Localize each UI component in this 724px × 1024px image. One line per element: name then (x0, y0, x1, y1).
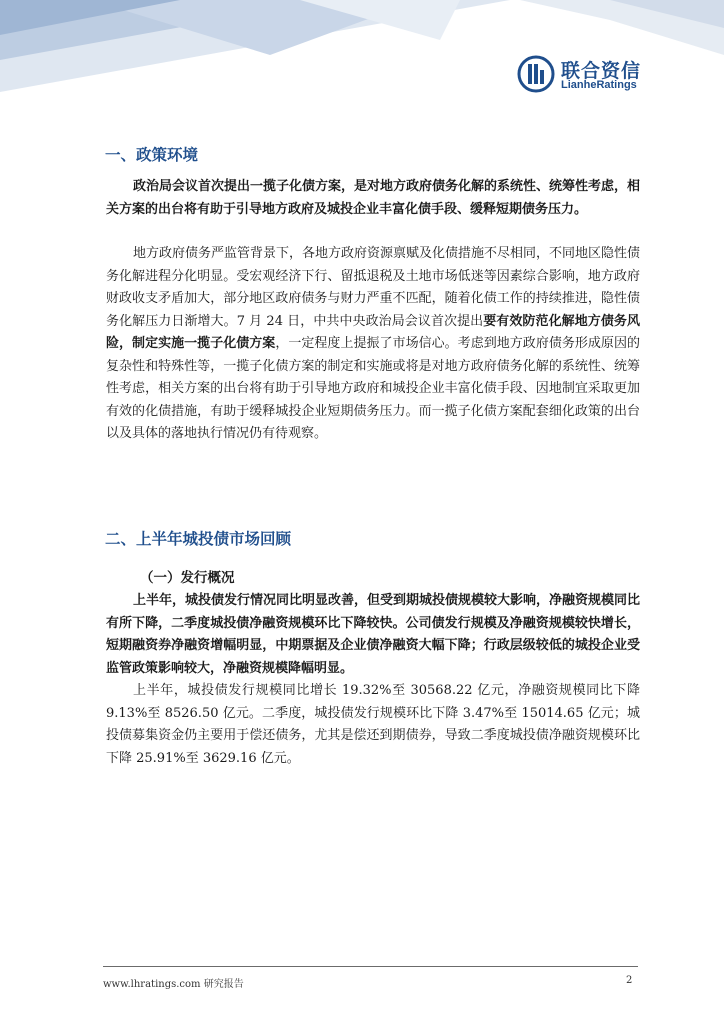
body-text: 地方政府债务严监管背景下，各地方政府资源禀赋及化债措施不尽相同，不同地区隐性债务化解进程分化明显。受宏观经济下行、留抵退税及土地市场低迷等因素综合影响，地方政府财政收支矛盾加大，部分地区政府债务与财力严重不匹配，随着化债工作的持续推进，隐性债务化解压力日渐增大。7 月 24 日，中共中央政治局会议首次提出 (106, 246, 641, 329)
section2-body-paragraph: 上半年，城投债发行规模同比增长 19.32%至 30568.22 亿元，净融资规模同比下降 9.13%至 8526.50 亿元。二季度，城投债发行规模环比下降 3.47%至 15014.65 亿元；城投债募集资金仍主要用于偿还债务，尤其是偿还到期债券，导致二季度城投债净融资规模环比下降 25.91%至 3629.16 亿元。 (106, 683, 640, 766)
body-text: ，一定程度上提振了市场信心。考虑到地方政府债务形成原因的复杂性和特殊性等，一揽子化债方案的制定和实施或将是对地方政府债务化解的系统性、统筹性考虑，相关方案的出台将有助于引导地方政府和城投企业丰富化债手段、因地制宜采取更加有效的化债措施，有助于缓释城投企业短期债务压力。而一揽子化债方案配套细化政策的出台以及具体的落地执行情况仍有待观察。 (106, 336, 640, 441)
section-heading-market-review: 二、上半年城投债市场回顾 (105, 530, 292, 548)
footer-site-label: www.lhratings.com 研究报告 (103, 979, 244, 990)
company-logo (517, 55, 647, 95)
lianhe-logo-icon (517, 55, 555, 93)
section2-summary-paragraph: 上半年，城投债发行情况同比明显改善，但受到期城投债规模较大影响，净融资规模同比有所下降，二季度城投债净融资规模环比下降较快。公司债发行规模及净融资规模较快增长，短期融资券净融资增幅明显，中期票据及企业债净融资大幅下降；行政层级较低的城投企业受监管政策影响较大，净融资规模降幅明显。 (106, 593, 641, 676)
section1-summary-paragraph: 政治局会议首次提出一揽子化债方案，是对地方政府债务化解的系统性、统筹性考虑，相关方案的出台将有助于引导地方政府及城投企业丰富化债手段、缓释短期债务压力。 (106, 179, 641, 217)
footer-divider (103, 966, 638, 967)
logo-english-name: LianheRatings (561, 79, 637, 91)
page-number: 2 (626, 975, 633, 986)
logo-chinese-name: 联合资信 (561, 60, 642, 82)
section1-body-paragraph (106, 243, 640, 446)
emphasis-text: 要有效防范化解地方债务风险，制定实施一揽子化债方案 (106, 313, 640, 351)
subsection-heading-issuance: （一）发行概况 (140, 570, 235, 586)
section-heading-policy: 一、政策环境 (105, 146, 199, 164)
